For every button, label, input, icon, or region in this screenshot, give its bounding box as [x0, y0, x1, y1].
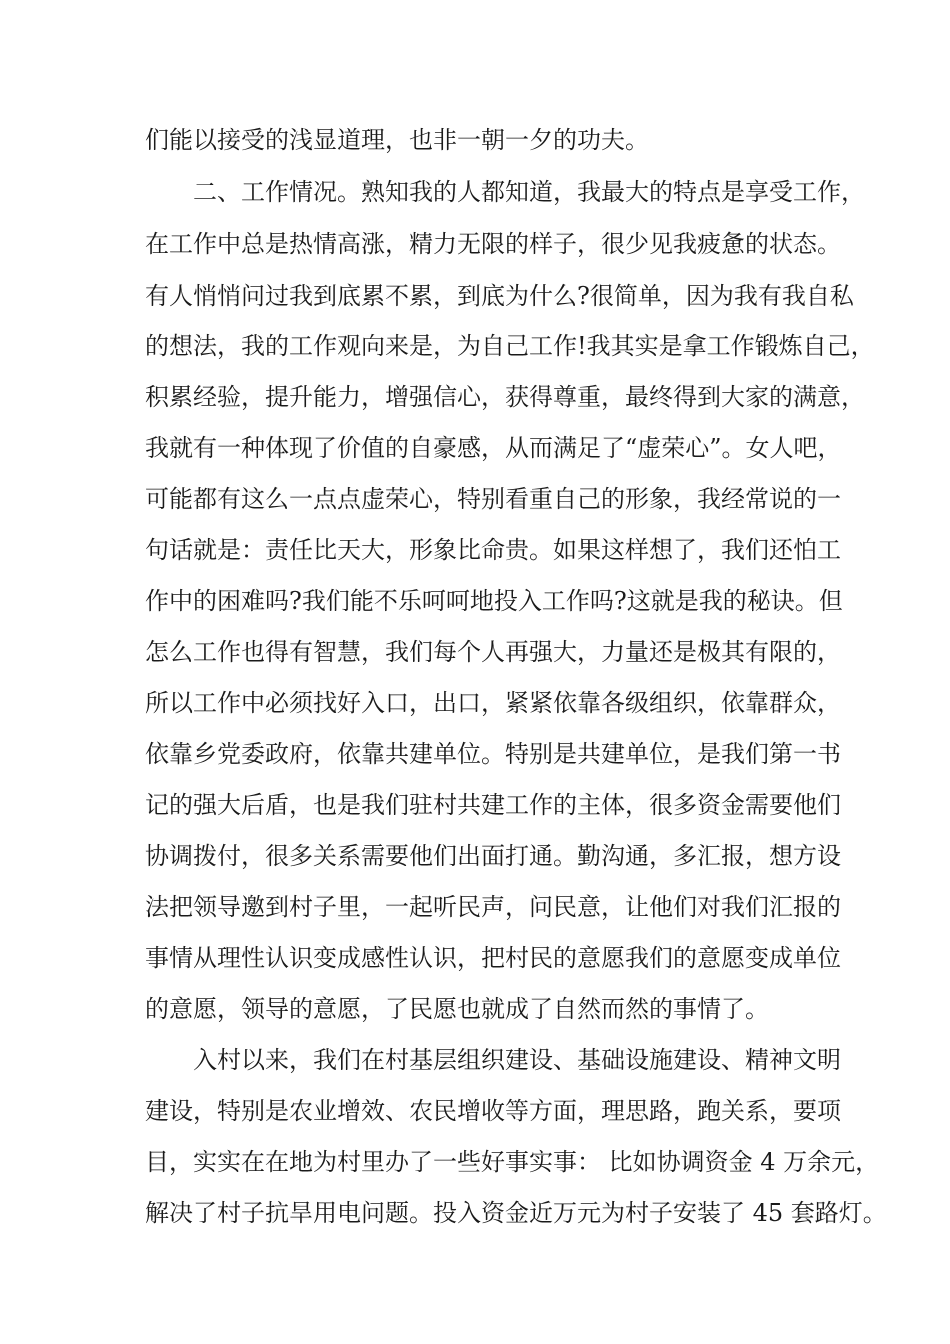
text-line: 有人悄悄问过我到底累不累，到底为什么?很简单，因为我有我自私 [145, 282, 854, 310]
text-line: 们能以接受的浅显道理，也非一朝一夕的功夫。 [145, 126, 649, 154]
text-line: 建设，特别是农业增效、农民增收等方面，理思路，跑关系，要项 [145, 1097, 841, 1125]
text-line: 依靠乡党委政府，依靠共建单位。特别是共建单位，是我们第一书 [145, 740, 841, 768]
text-line: 记的强大后盾，也是我们驻村共建工作的主体，很多资金需要他们 [145, 791, 841, 819]
text-line: 目，实实在在地为村里办了一些好事实事： 比如协调资金 4 万余元， [145, 1148, 880, 1176]
text-line: 所以工作中必须找好入口，出口，紧紧依靠各级组织，依靠群众， [145, 689, 841, 717]
paragraph-start-line: 入村以来，我们在村基层组织建设、基础设施建设、精神文明 [193, 1046, 841, 1074]
text-line: 怎么工作也得有智慧，我们每个人再强大，力量还是极其有限的， [145, 638, 841, 666]
paragraph-heading-line: 二、工作情况。熟知我的人都知道，我最大的特点是享受工作， [193, 178, 865, 206]
text-line: 协调拨付，很多关系需要他们出面打通。勤沟通，多汇报，想方设 [145, 842, 841, 870]
text-line: 我就有一种体现了价值的自豪感，从而满足了“虚荣心”。女人吧， [145, 434, 842, 462]
text-line: 事情从理性认识变成感性认识，把村民的意愿我们的意愿变成单位 [145, 944, 841, 972]
text-line: 作中的困难吗?我们能不乐呵呵地投入工作吗?这就是我的秘诀。但 [145, 587, 843, 615]
text-line: 可能都有这么一点点虚荣心，特别看重自己的形象，我经常说的一 [145, 485, 841, 513]
text-line: 在工作中总是热情高涨，精力无限的样子，很少见我疲惫的状态。 [145, 230, 841, 258]
text-line: 的意愿，领导的意愿，了民愿也就成了自然而然的事情了。 [145, 995, 769, 1023]
text-line: 积累经验，提升能力，增强信心，获得尊重，最终得到大家的满意， [145, 383, 865, 411]
text-line: 句话就是：责任比天大，形象比命贵。如果这样想了，我们还怕工 [145, 536, 841, 564]
text-line: 法把领导邀到村子里，一起听民声，问民意，让他们对我们汇报的 [145, 893, 841, 921]
text-line: 解决了村子抗旱用电问题。投入资金近万元为村子安装了 45 套路灯。 [145, 1199, 887, 1227]
text-line: 的想法，我的工作观向来是，为自己工作!我其实是拿工作锻炼自己， [145, 332, 875, 360]
